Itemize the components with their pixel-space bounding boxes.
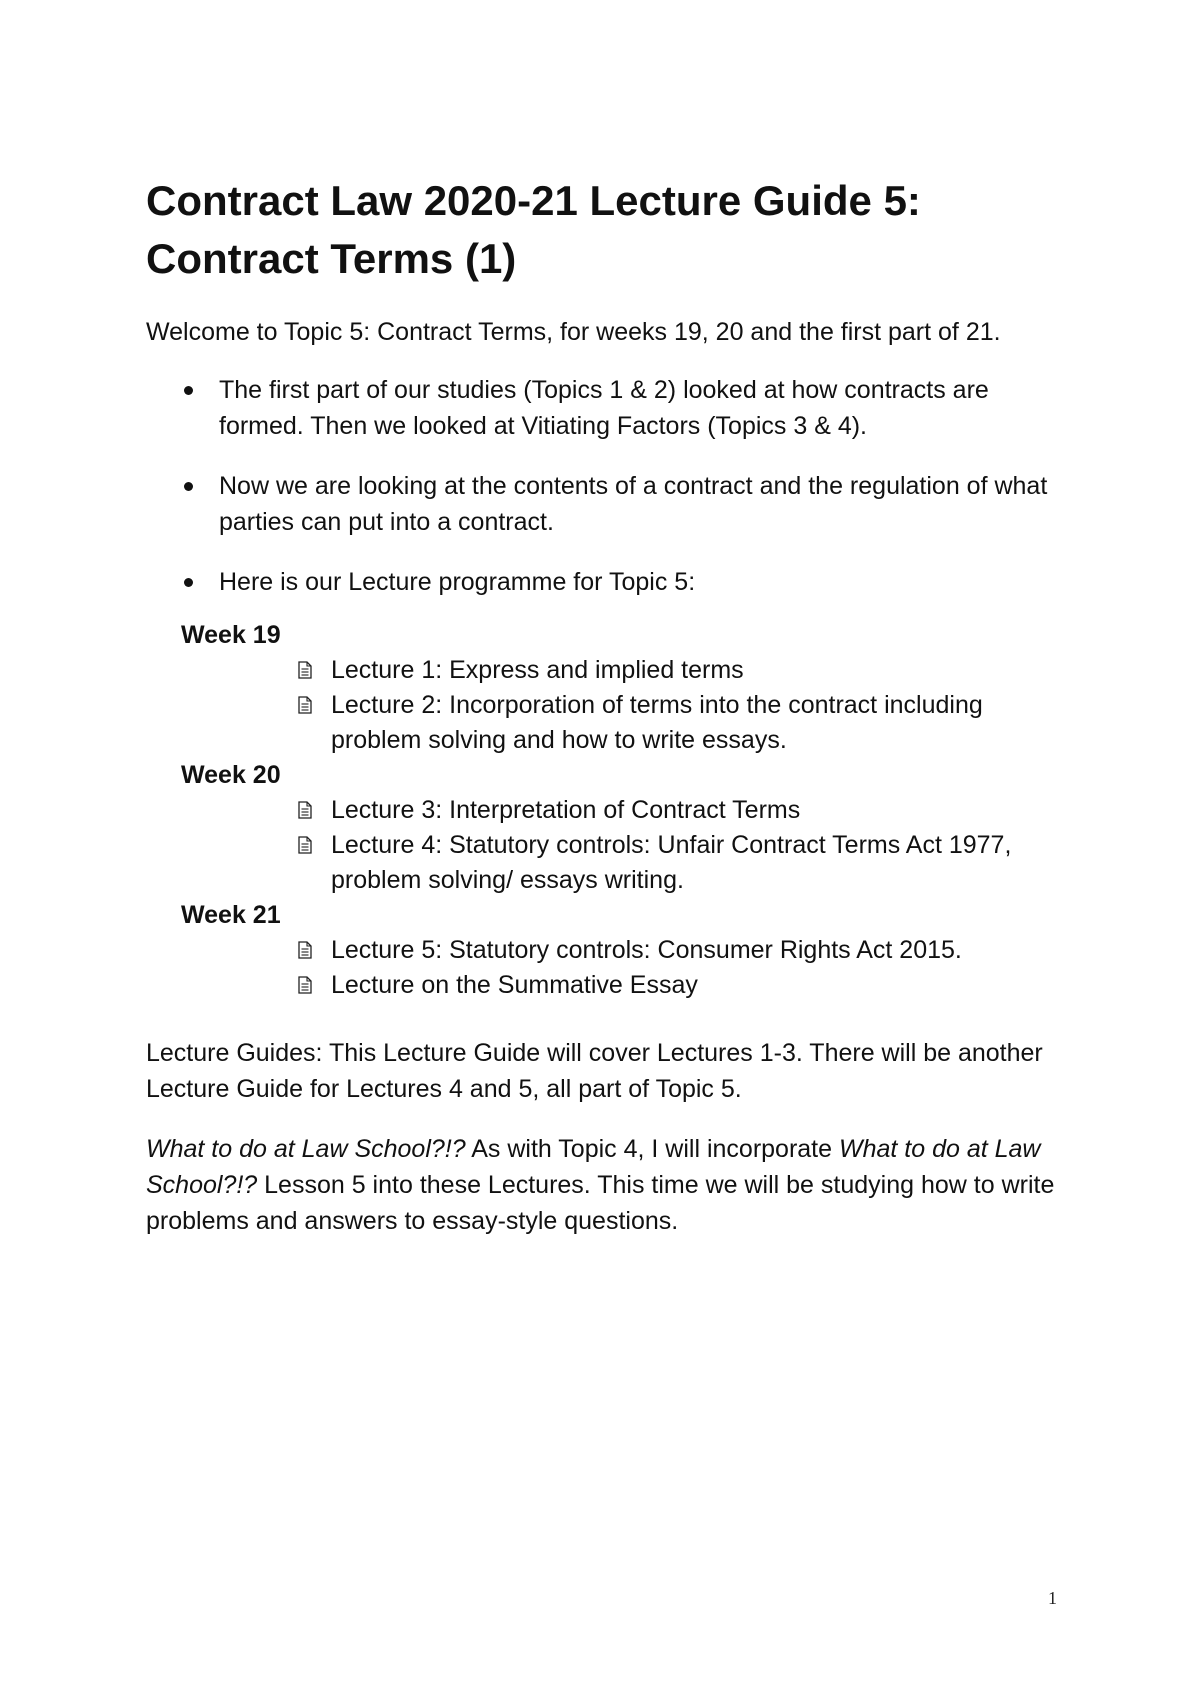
document-body	[146, 172, 1076, 1239]
lecture-list	[181, 933, 1076, 1003]
lecture-list	[181, 653, 1076, 758]
lecture-list	[181, 793, 1076, 898]
bullet-dot-icon	[184, 578, 193, 587]
lecture-text: Lecture on the Summative Essay	[331, 971, 698, 999]
document-icon	[298, 696, 312, 714]
week-label: Week 21	[181, 901, 281, 929]
what-to-do-paragraph	[146, 1131, 1076, 1239]
week-label: Week 20	[181, 761, 281, 789]
intro-paragraph: Welcome to Topic 5: Contract Terms, for weeks 19, 20 and the first part of 21.	[146, 318, 1001, 346]
lecture-text: Lecture 5: Statutory controls: Consumer Rights Act 2015.	[331, 936, 962, 964]
bullet-text: The first part of our studies (Topics 1 & 2) looked at how contracts are formed. Then we looked at Vitiating Factors (Topics 3 & 4).	[219, 376, 989, 440]
document-icon	[298, 836, 312, 854]
lecture-text: Lecture 3: Interpretation of Contract Terms	[331, 796, 801, 824]
lecture-item	[331, 828, 1076, 898]
lecture-item	[331, 688, 1076, 758]
document-title	[146, 172, 1076, 288]
bullet-dot-icon	[184, 482, 193, 491]
document-icon	[298, 976, 312, 994]
bullet-list	[146, 372, 1076, 600]
bullet-item	[219, 564, 1076, 600]
lecture-text: Lecture 2: Incorporation of terms into the contract including problem solving and how to write essays.	[331, 691, 983, 754]
bullet-item	[219, 372, 1076, 444]
what-to-do-text: As with Topic 4, I will incorporate	[465, 1135, 839, 1163]
week-label: Week 19	[181, 621, 281, 649]
document-icon	[298, 661, 312, 679]
bullet-text: Now we are looking at the contents of a contract and the regulation of what parties can put into a contract.	[219, 472, 1048, 536]
lecture-item	[331, 968, 1076, 1003]
document-icon	[298, 801, 312, 819]
bullet-text: Here is our Lecture programme for Topic 5:	[219, 568, 696, 596]
lecture-text: Lecture 1: Express and implied terms	[331, 656, 744, 684]
lecture-item	[331, 653, 1076, 688]
title-line-2: Contract Terms (1)	[146, 235, 517, 282]
bullet-item	[219, 468, 1076, 540]
lecture-guides-paragraph: Lecture Guides: This Lecture Guide will cover Lectures 1-3. There will be another Lecture Guide for Lectures 4 and 5, all part of Topic 5.	[146, 1039, 1043, 1103]
document-icon	[298, 941, 312, 959]
lecture-item	[331, 933, 1076, 968]
what-to-do-italic: What to do at Law School?!?	[146, 1135, 1041, 1199]
bullet-dot-icon	[184, 386, 193, 395]
lecture-text: Lecture 4: Statutory controls: Unfair Contract Terms Act 1977, problem solving/ essays writing.	[331, 831, 1012, 894]
lecture-programme	[146, 618, 1076, 1003]
what-to-do-italic: What to do at Law School?!?	[146, 1135, 466, 1163]
page-number: 1	[1048, 1588, 1057, 1608]
title-line-1: Contract Law 2020-21 Lecture Guide 5:	[146, 177, 921, 224]
lecture-item	[331, 793, 1076, 828]
what-to-do-text: Lesson 5 into these Lectures. This time we will be studying how to write problems and answers to essay-style questions.	[146, 1171, 1055, 1235]
